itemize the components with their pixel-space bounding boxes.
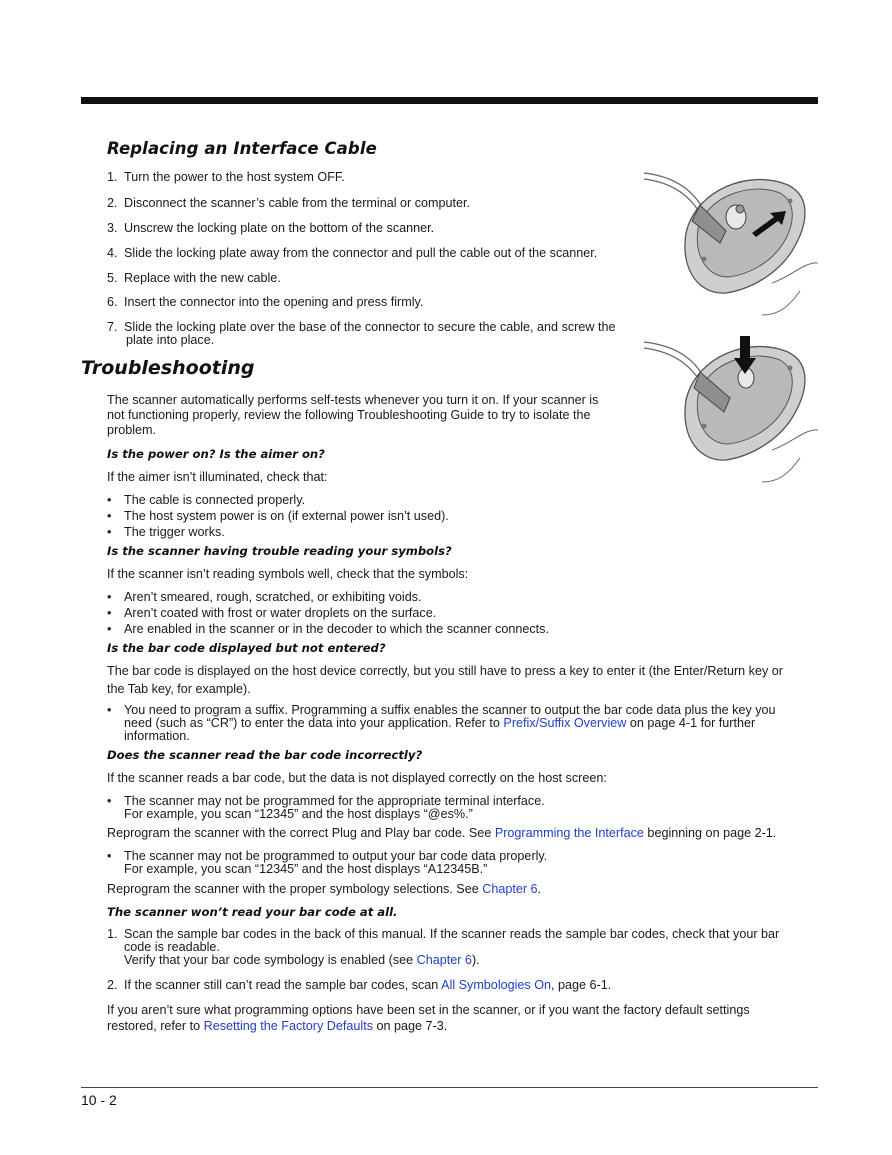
page-number: 10 - 2 xyxy=(81,1092,117,1108)
reprogram-note-2: Reprogram the scanner with the proper symbology selections. See Chapter 6. xyxy=(107,882,542,896)
troubleshooting-heading: Troubleshooting xyxy=(81,357,255,379)
question-not-entered-lead: The bar code is displayed on the host device correctly, but you still have to press a key to enter it (the Enter/Return key or the Tab key, for example). xyxy=(107,664,783,696)
chapter-6-link[interactable]: Chapter 6 xyxy=(482,882,538,896)
troubleshooting-intro: The scanner automatically performs self-tests whenever you turn it on. If your scanner is not functioning properly, review the following Troubleshooting Guide to try to isolate the problem. xyxy=(107,393,599,437)
question-incorrect-lead: If the scanner reads a bar code, but the data is not displayed correctly on the host screen: xyxy=(107,771,607,785)
question-power-lead: If the aimer isn’t illuminated, check that: xyxy=(107,470,328,484)
list-item: • The scanner may not be programmed for the appropriate terminal interface. For example, you scan “12345” and the host displays “@es%.” xyxy=(107,794,545,821)
header-rule xyxy=(81,97,818,104)
footer-rule xyxy=(81,1087,818,1088)
list-item: • The trigger works. xyxy=(107,525,225,539)
all-symbologies-on-link[interactable]: All Symbologies On xyxy=(441,978,552,992)
question-not-entered: Is the bar code displayed but not entered? xyxy=(107,641,386,655)
closing-paragraph: If you aren’t sure what programming options have been set in the scanner, or if you want the factory default settings restored, refer to Resetting the Factory Defaults on page 7-3. xyxy=(107,1003,750,1033)
question-reading-lead: If the scanner isn’t reading symbols well, check that the symbols: xyxy=(107,567,469,581)
step-6: 6. Insert the connector into the opening and press firmly. xyxy=(107,295,424,309)
question-reading: Is the scanner having trouble reading your symbols? xyxy=(107,544,452,558)
scanner-cable-lock-illustration xyxy=(640,332,825,492)
list-item: • Aren’t smeared, rough, scratched, or exhibiting voids. xyxy=(107,590,422,604)
step-scan-samples: 1. Scan the sample bar codes in the back of this manual. If the scanner reads the sample bar codes, check that your bar code is readable. Verify that your bar code symbology is enabled (see Chapter 6). xyxy=(107,927,780,967)
step-4: 4. Slide the locking plate away from the connector and pull the cable out of the scanner. xyxy=(107,246,598,260)
list-item: • You need to program a suffix. Programming a suffix enables the scanner to output the bar code data plus the key you need (such as “CR”) to enter the data into your application. Refer to Prefix/Suffix Overview on page 4-1 for further information. xyxy=(107,703,776,743)
question-wont-read: The scanner won’t read your bar code at all. xyxy=(107,905,398,919)
prefix-suffix-overview-link[interactable]: Prefix/Suffix Overview xyxy=(503,716,627,730)
chapter-6-link[interactable]: Chapter 6 xyxy=(416,953,472,967)
step-all-symbologies: 2. If the scanner still can’t read the sample bar codes, scan All Symbologies On, page 6-1. xyxy=(107,978,612,992)
list-item: • The host system power is on (if external power isn’t used). xyxy=(107,509,449,523)
section-title: Replacing an Interface Cable xyxy=(107,139,377,158)
programming-interface-link[interactable]: Programming the Interface xyxy=(494,826,644,840)
reprogram-note-1: Reprogram the scanner with the correct Plug and Play bar code. See Programming the Interface beginning on page 2-1. xyxy=(107,826,777,840)
question-power: Is the power on? Is the aimer on? xyxy=(107,447,325,461)
resetting-factory-defaults-link[interactable]: Resetting the Factory Defaults xyxy=(203,1019,373,1033)
question-incorrect: Does the scanner read the bar code incorrectly? xyxy=(107,748,423,762)
scanner-cable-unlock-illustration xyxy=(640,165,825,325)
list-item: • The scanner may not be programmed to output your bar code data properly. For example, you scan “12345” and the host displays “A12345B.” xyxy=(107,849,548,876)
step-3: 3. Unscrew the locking plate on the bottom of the scanner. xyxy=(107,221,435,235)
step-1: 1. Turn the power to the host system OFF. xyxy=(107,170,345,184)
list-item: • Aren’t coated with frost or water droplets on the surface. xyxy=(107,606,437,620)
step-7: 7. Slide the locking plate over the base of the connector to secure the cable, and screw the plate into place. xyxy=(107,320,616,347)
list-item: • The cable is connected properly. xyxy=(107,493,306,507)
step-5: 5. Replace with the new cable. xyxy=(107,271,281,285)
list-item: • Are enabled in the scanner or in the decoder to which the scanner connects. xyxy=(107,622,549,636)
step-2: 2. Disconnect the scanner’s cable from the terminal or computer. xyxy=(107,196,471,210)
